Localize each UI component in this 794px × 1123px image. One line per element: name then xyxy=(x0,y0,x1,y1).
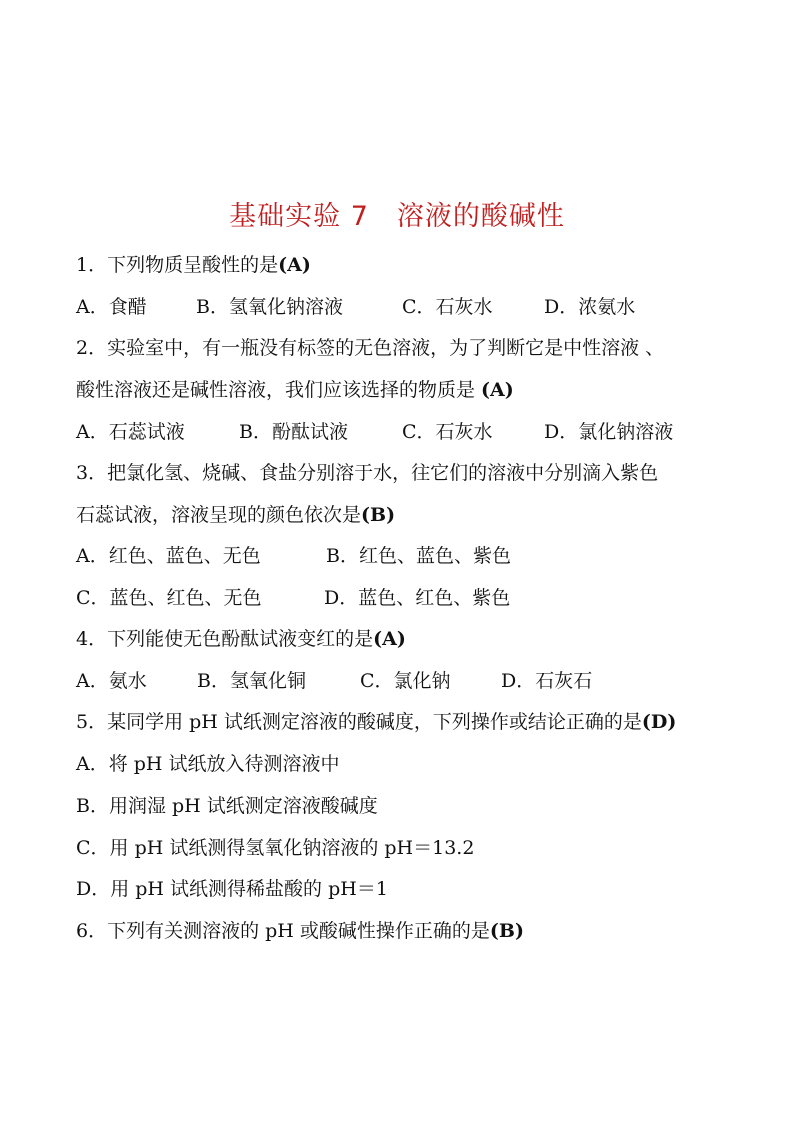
question-2-stem-line-2 xyxy=(76,378,514,402)
question-3-stem-line-1: 3．把氯化氢、烧碱、食盐分别溶于水，往它们的溶液中分别滴入紫色 xyxy=(76,462,659,484)
question-5-option-d: D．用 pH 试纸测得稀盐酸的 pH＝1 xyxy=(76,878,388,900)
question-5-stem xyxy=(76,710,676,734)
question-3-option-d: D．蓝色、红色、紫色 xyxy=(324,587,511,609)
question-2-option-d: D．氯化钠溶液 xyxy=(544,421,674,443)
question-1-answer: (A) xyxy=(278,254,311,276)
question-5-option-b: B．用润湿 pH 试纸测定溶液酸碱度 xyxy=(76,795,378,817)
question-2-option-c: C．石灰水 xyxy=(402,421,493,443)
question-3-options-row-2 xyxy=(76,586,510,610)
question-5-answer: (D) xyxy=(641,711,677,733)
question-1-option-d: D．浓氨水 xyxy=(544,296,636,318)
question-5-option-a: A．将 pH 试纸放入待测溶液中 xyxy=(76,753,340,775)
question-4-answer: (A) xyxy=(373,628,406,650)
question-3-option-b: B．红色、蓝色、紫色 xyxy=(326,545,511,567)
question-1-option-b: B．氢氧化钠溶液 xyxy=(196,296,343,318)
question-1-stem xyxy=(76,253,311,277)
question-1-option-a: A．食醋 xyxy=(76,296,147,318)
question-1-options xyxy=(76,295,635,319)
question-3-text: 石蕊试液，溶液呈现的颜色依次是 xyxy=(76,504,362,526)
question-2-options xyxy=(76,420,673,444)
question-2-stem-line-1: 2．实验室中，有一瓶没有标签的无色溶液，为了判断它是中性溶液 、 xyxy=(76,337,665,359)
question-4-option-a: A．氨水 xyxy=(76,670,147,692)
question-3-option-c: C．蓝色、红色、无色 xyxy=(76,587,262,609)
question-6-answer: (B) xyxy=(489,920,524,942)
question-3-stem-line-2 xyxy=(76,503,395,527)
question-4-text: 4．下列能使无色酚酞试液变红的是 xyxy=(76,628,374,650)
question-3-option-a: A．红色、蓝色、无色 xyxy=(76,545,261,567)
question-5-text: 5．某同学用 pH 试纸测定溶液的酸碱度，下列操作或结论正确的是 xyxy=(76,711,642,733)
question-1-text: 1．下列物质呈酸性的是 xyxy=(76,254,279,276)
question-2-option-a: A．石蕊试液 xyxy=(76,421,185,443)
question-3-options-row-1 xyxy=(76,544,511,568)
question-6-stem xyxy=(76,919,524,943)
question-2-text: 酸性溶液还是碱性溶液，我们应该选择的物质是 xyxy=(76,379,482,401)
question-1-option-c: C．石灰水 xyxy=(402,296,493,318)
question-5-option-c: C．用 pH 试纸测得氢氧化钠溶液的 pH＝13.2 xyxy=(76,837,475,859)
question-6-text: 6．下列有关测溶液的 pH 或酸碱性操作正确的是 xyxy=(76,920,490,942)
question-2-answer: (A) xyxy=(481,379,514,401)
document-title: 基础实验 7 溶液的酸碱性 xyxy=(229,201,565,232)
question-4-options xyxy=(76,669,592,693)
question-4-option-b: B．氢氧化铜 xyxy=(197,670,306,692)
question-4-option-d: D．石灰石 xyxy=(501,670,593,692)
question-3-answer: (B) xyxy=(361,504,396,526)
question-4-stem xyxy=(76,627,406,651)
question-4-option-c: C．氯化钠 xyxy=(360,670,451,692)
question-2-option-b: B．酚酞试液 xyxy=(239,421,348,443)
